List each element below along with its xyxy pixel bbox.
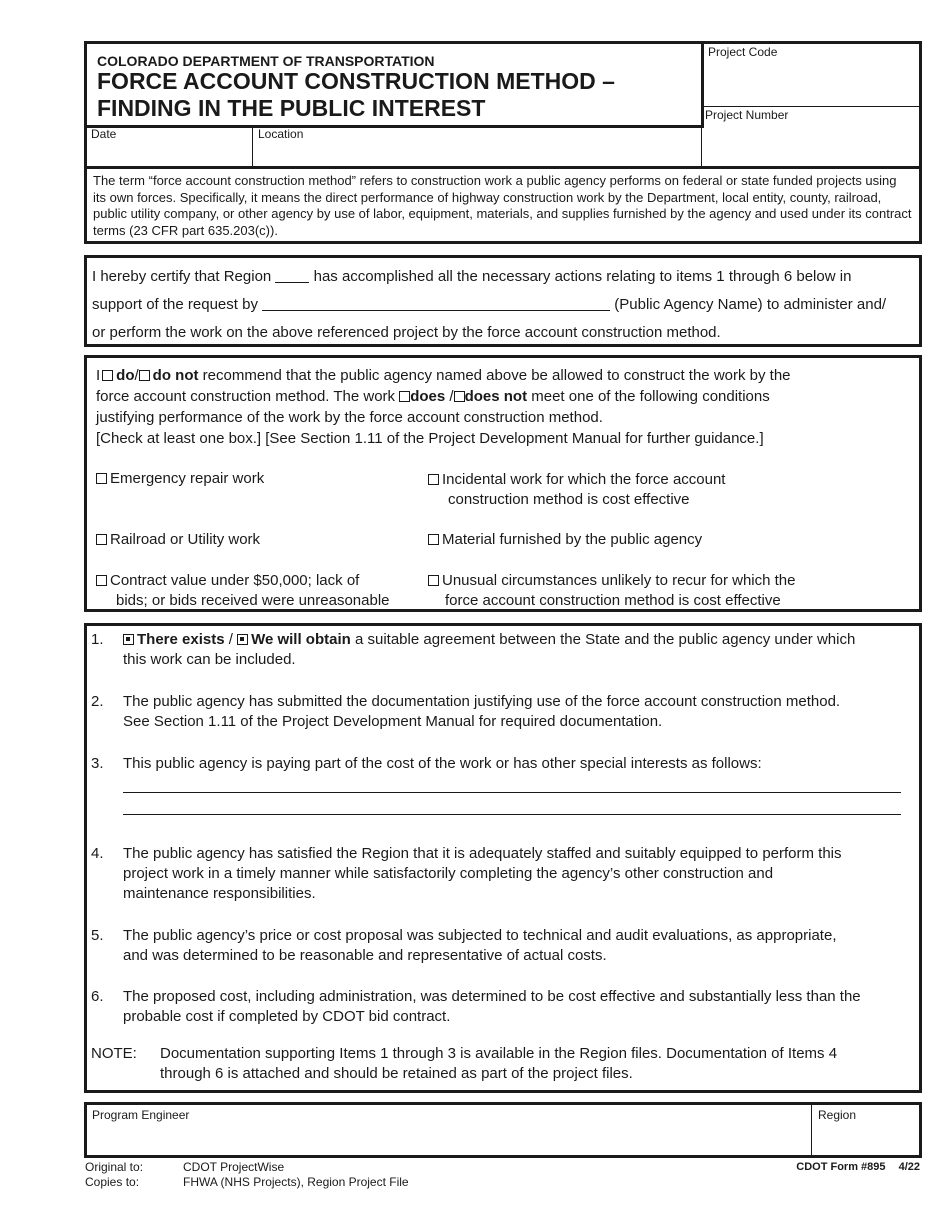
project-code-field[interactable] [701,41,922,107]
does-not-label: does not [464,388,528,405]
incidental-checkbox[interactable] [428,474,439,485]
does-label: does [410,388,446,405]
footer-copies-value: FHWA (NHS Projects), Region Project File [183,1175,409,1189]
recommend-line-2 [96,388,770,405]
item-3-line-1: This public agency is paying part of the cost of the work or has other special interests as follows: [123,755,762,772]
item-2-number: 2. [91,693,104,710]
item-4-text [123,844,909,904]
location-label: Location [258,127,304,141]
item-4 [87,844,919,906]
program-engineer-field[interactable] [87,1105,812,1155]
form-date-text: 4/22 [898,1161,920,1173]
item-6-number: 6. [91,988,104,1005]
railroad-checkbox[interactable] [96,534,107,545]
note-text [160,1044,913,1084]
option-contract[interactable] [96,571,390,611]
item-5-line-1: The public agency’s price or cost proposal was subjected to technical and audit evaluations, as appropriate, [123,927,837,944]
location-field[interactable] [253,126,702,168]
form-number [760,1161,920,1173]
recommend-line-1 [96,367,791,384]
footer-original-label: Original to: [85,1160,144,1174]
slash: / [134,367,139,384]
recommend-i: I [96,367,101,384]
item-4-line-1: The public agency has satisfied the Region that it is adequately staffed and suitably equipped to perform this [123,845,842,862]
date-label: Date [91,127,117,141]
certify-line-1 [92,268,851,285]
certify-text-d: (Public Agency Name) to administer and/ [614,296,887,313]
option-incidental[interactable] [428,470,725,510]
item-6 [87,987,919,1029]
footer-copies-label: Copies to: [85,1175,140,1189]
item-5 [87,926,919,968]
do-not-checkbox[interactable] [139,370,150,381]
item-4-line-2: project work in a timely manner while satisfactorily completing the agency’s other construction and [123,865,774,882]
item-3 [87,754,919,824]
recommendation-box [84,355,922,612]
item-6-line-2: probable cost if completed by CDOT bid contract. [123,1008,451,1025]
item-2-line-2: See Section 1.11 of the Project Development Manual for required documentation. [123,713,663,730]
project-code-label: Project Code [708,45,778,59]
emergency-label: Emergency repair work [110,470,265,487]
option-emergency[interactable] [96,470,264,487]
there-exists-label: There exists [137,631,225,648]
contract-label-2: bids; or bids received were unreasonable [116,592,390,609]
public-agency-name-blank[interactable] [262,310,610,311]
item-3-number: 3. [91,755,104,772]
project-number-label: Project Number [705,108,789,122]
do-checkbox[interactable] [102,370,113,381]
slash: / [449,388,454,405]
unusual-label-2: force account construction method is cost effective [445,592,781,609]
recommend-line-4: justifying performance of the work by the force account construction method. [96,409,603,426]
region-field[interactable] [813,1105,919,1155]
project-number-field[interactable] [701,107,922,168]
note-line-2: through 6 is attached and should be retained as part of the project files. [160,1065,633,1082]
unusual-checkbox[interactable] [428,575,439,586]
item-1-rest: a suitable agreement between the State and the public agency under which [354,631,856,648]
special-interests-blank-1[interactable] [123,792,901,793]
region-label: Region [818,1108,857,1122]
we-will-obtain-checkbox[interactable] [237,634,248,645]
form-title-line1: FORCE ACCOUNT CONSTRUCTION METHOD – [97,68,615,94]
certify-text-a: I hereby certify that Region [92,268,272,285]
special-interests-blank-2[interactable] [123,814,901,815]
form-title-line2: FINDING IN THE PUBLIC INTEREST [97,95,486,121]
do-not-label: do not [152,367,199,384]
incidental-label-1: Incidental work for which the force account [442,471,726,488]
item-1 [87,630,919,672]
certification-box [84,255,922,347]
item-1-line-2: this work can be included. [123,651,296,668]
certify-text-b: has accomplished all the necessary actions relating to items 1 through 6 below in [313,268,852,285]
definition-text: The term “force account construction method” refers to construction work a public agency performs on federal or state funded projects using its own forces. Specifically, it means the direct performance of highway construction work by the Department, local entity, county, railroad, public utility company, or other agency by use of labor, equipment, materials, and supplies furnished by the agency and used under its contract terms (23 CFR part 635.203(c)). [93,173,912,238]
item-6-line-1: The proposed cost, including administration, was determined to be cost effective and substantially less than the [123,988,861,1005]
certify-line-3: or perform the work on the above referenced project by the force account construction method. [92,324,721,341]
we-will-obtain-label: We will obtain [251,631,351,648]
does-checkbox[interactable] [399,391,410,402]
incidental-label-2: construction method is cost effective [448,491,690,508]
recommend-text-2: force account construction method. The work [96,388,396,405]
item-2 [87,692,919,734]
option-material[interactable] [428,531,702,548]
do-label: do [116,367,135,384]
note [87,1044,919,1086]
form-number-text: CDOT Form #895 [796,1161,886,1173]
contract-label-1: Contract value under $50,000; lack of [110,572,360,589]
recommend-text-1: recommend that the public agency named above be allowed to construct the work by the [202,367,791,384]
certify-text-c: support of the request by [92,296,258,313]
item-4-line-3: maintenance responsibilities. [123,885,316,902]
item-6-text [123,987,909,1027]
unusual-label-1: Unusual circumstances unlikely to recur for which the [442,572,796,589]
certify-line-2 [92,296,886,313]
note-label: NOTE: [91,1045,137,1062]
railroad-label: Railroad or Utility work [110,531,261,548]
title-box [84,41,704,128]
recommend-line-5: [Check at least one box.] [See Section 1.11 of the Project Development Manual for further guidance.] [96,430,764,447]
item-1-number: 1. [91,631,104,648]
item-5-text [123,926,909,966]
slash: / [228,631,233,648]
definition-box [84,166,922,244]
item-5-number: 5. [91,927,104,944]
signature-box [84,1102,922,1158]
does-not-checkbox[interactable] [454,391,465,402]
item-4-number: 4. [91,845,104,862]
option-unusual[interactable] [428,571,795,611]
agency-name: COLORADO DEPARTMENT OF TRANSPORTATION [97,53,435,69]
item-2-line-1: The public agency has submitted the documentation justifying use of the force account construction method. [123,693,841,710]
item-1-text [123,630,909,670]
region-number-blank[interactable] [275,282,309,283]
option-railroad[interactable] [96,531,260,548]
emergency-checkbox[interactable] [96,473,107,484]
program-engineer-label: Program Engineer [92,1108,190,1122]
footer-original-value: CDOT ProjectWise [183,1160,285,1174]
date-field[interactable] [84,126,253,168]
item-3-text [123,754,909,774]
conditions-box [84,623,922,1093]
item-5-line-2: and was determined to be reasonable and representative of actual costs. [123,947,607,964]
note-line-1: Documentation supporting Items 1 through 3 is available in the Region files. Documentation of Items 4 [160,1045,838,1062]
contract-checkbox[interactable] [96,575,107,586]
item-2-text [123,692,909,732]
recommend-text-3: meet one of the following conditions [531,388,770,405]
material-label: Material furnished by the public agency [442,531,703,548]
material-checkbox[interactable] [428,534,439,545]
there-exists-checkbox[interactable] [123,634,134,645]
